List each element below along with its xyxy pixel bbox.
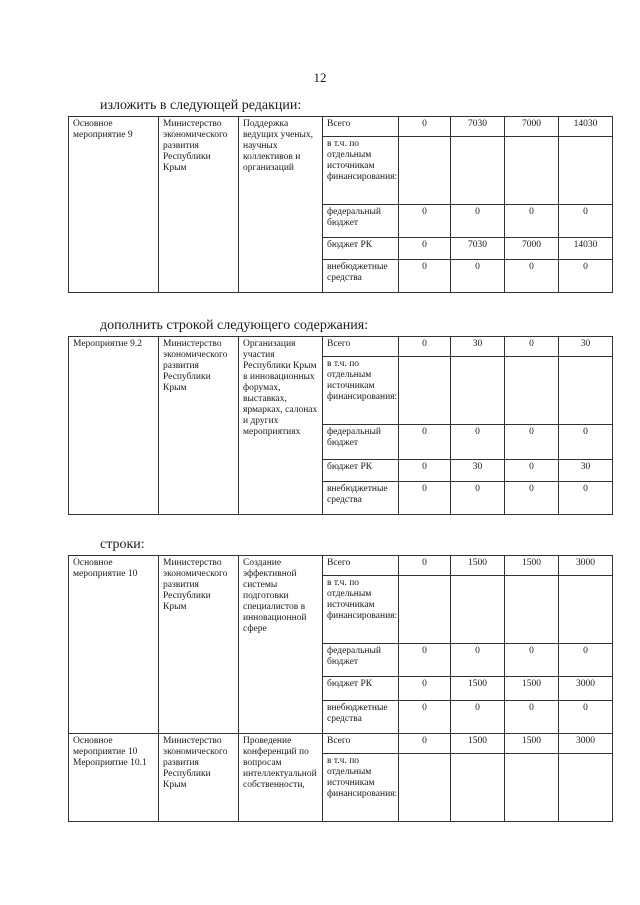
source-label: федеральный бюджет <box>323 205 399 238</box>
value-cell: 0 <box>559 644 613 677</box>
value-cell: 0 <box>505 337 559 357</box>
section-heading: дополнить строкой следующего содержания: <box>100 318 369 333</box>
value-cell <box>399 576 451 644</box>
value-cell: 0 <box>505 460 559 482</box>
value-cell: 0 <box>505 205 559 238</box>
value-cell: 0 <box>451 205 505 238</box>
value-cell <box>399 357 451 425</box>
source-label: Всего <box>323 734 399 754</box>
source-label: внебюджетные средства <box>323 482 399 515</box>
value-cell: 0 <box>399 337 451 357</box>
value-cell: 0 <box>399 238 451 260</box>
value-cell <box>451 754 505 822</box>
description-cell: Организация участия Республики Крым в инновационных форумах, выставках, ярмарках, салонах и других мероприятиях <box>239 337 323 515</box>
value-cell: 0 <box>399 677 451 701</box>
value-cell: 1500 <box>451 734 505 754</box>
activity-cell: Основное мероприятие 10 Мероприятие 10.1 <box>69 734 159 822</box>
value-cell: 0 <box>451 260 505 293</box>
value-cell: 30 <box>451 460 505 482</box>
executor-cell: Министерство экономического развития Республики Крым <box>159 734 239 822</box>
source-label: в т.ч. по отдельным источникам финансирования: <box>323 137 399 205</box>
value-cell: 0 <box>505 644 559 677</box>
value-cell <box>451 357 505 425</box>
value-cell <box>399 137 451 205</box>
value-cell: 7030 <box>451 238 505 260</box>
value-cell: 0 <box>451 482 505 515</box>
budget-table <box>68 336 613 515</box>
value-cell <box>505 357 559 425</box>
value-cell: 0 <box>505 701 559 734</box>
value-cell: 1500 <box>505 556 559 576</box>
activity-cell: Основное мероприятие 9 <box>69 117 159 293</box>
value-cell: 0 <box>399 482 451 515</box>
value-cell: 30 <box>451 337 505 357</box>
source-label: бюджет РК <box>323 238 399 260</box>
value-cell: 14030 <box>559 117 613 137</box>
activity-cell: Мероприятие 9.2 <box>69 337 159 515</box>
description-cell: Создание эффективной системы подготовки специалистов в инновационной сфере <box>239 556 323 734</box>
value-cell: 0 <box>451 425 505 460</box>
source-label: бюджет РК <box>323 677 399 701</box>
value-cell: 0 <box>399 425 451 460</box>
source-label: Всего <box>323 337 399 357</box>
source-label: внебюджетные средства <box>323 701 399 734</box>
value-cell: 0 <box>399 205 451 238</box>
value-cell <box>505 754 559 822</box>
value-cell <box>399 754 451 822</box>
value-cell <box>451 576 505 644</box>
source-label: Всего <box>323 556 399 576</box>
value-cell: 30 <box>559 337 613 357</box>
value-cell: 0 <box>451 644 505 677</box>
value-cell: 0 <box>399 644 451 677</box>
value-cell: 7000 <box>505 117 559 137</box>
page-number: 12 <box>313 70 327 85</box>
activity-cell: Основное мероприятие 10 <box>69 556 159 734</box>
value-cell: 0 <box>399 556 451 576</box>
value-cell: 0 <box>505 260 559 293</box>
value-cell: 0 <box>505 482 559 515</box>
value-cell <box>559 576 613 644</box>
value-cell: 14030 <box>559 238 613 260</box>
value-cell: 1500 <box>451 556 505 576</box>
value-cell <box>559 357 613 425</box>
source-label: в т.ч. по отдельным источникам финансирования: <box>323 576 399 644</box>
value-cell: 0 <box>559 425 613 460</box>
source-label: Всего <box>323 117 399 137</box>
value-cell: 1500 <box>505 677 559 701</box>
executor-cell: Министерство экономического развития Республики Крым <box>159 117 239 293</box>
source-label: федеральный бюджет <box>323 425 399 460</box>
value-cell: 0 <box>559 701 613 734</box>
value-cell: 0 <box>559 205 613 238</box>
budget-table <box>68 116 613 293</box>
value-cell: 3000 <box>559 734 613 754</box>
value-cell: 1500 <box>451 677 505 701</box>
description-cell: Поддержка ведущих ученых, научных коллективов и организаций <box>239 117 323 293</box>
source-label: в т.ч. по отдельным источникам финансирования: <box>323 754 399 822</box>
value-cell: 0 <box>399 734 451 754</box>
value-cell: 0 <box>399 117 451 137</box>
source-label: федеральный бюджет <box>323 644 399 677</box>
value-cell <box>559 754 613 822</box>
value-cell <box>559 137 613 205</box>
value-cell: 0 <box>399 701 451 734</box>
section-heading: строки: <box>100 537 145 552</box>
executor-cell: Министерство экономического развития Республики Крым <box>159 556 239 734</box>
value-cell: 7000 <box>505 238 559 260</box>
description-cell: Проведение конференций по вопросам интеллектуальной собственности, <box>239 734 323 822</box>
value-cell: 0 <box>399 260 451 293</box>
value-cell: 30 <box>559 460 613 482</box>
budget-table <box>68 555 613 822</box>
value-cell <box>505 576 559 644</box>
value-cell: 3000 <box>559 556 613 576</box>
value-cell: 0 <box>451 701 505 734</box>
value-cell: 0 <box>505 425 559 460</box>
source-label: в т.ч. по отдельным источникам финансирования: <box>323 357 399 425</box>
value-cell <box>505 137 559 205</box>
value-cell: 1500 <box>505 734 559 754</box>
section-heading: изложить в следующей редакции: <box>100 98 302 113</box>
executor-cell: Министерство экономического развития Республики Крым <box>159 337 239 515</box>
value-cell: 3000 <box>559 677 613 701</box>
value-cell <box>451 137 505 205</box>
source-label: внебюджетные средства <box>323 260 399 293</box>
value-cell: 0 <box>559 260 613 293</box>
source-label: бюджет РК <box>323 460 399 482</box>
value-cell: 0 <box>399 460 451 482</box>
value-cell: 0 <box>559 482 613 515</box>
value-cell: 7030 <box>451 117 505 137</box>
